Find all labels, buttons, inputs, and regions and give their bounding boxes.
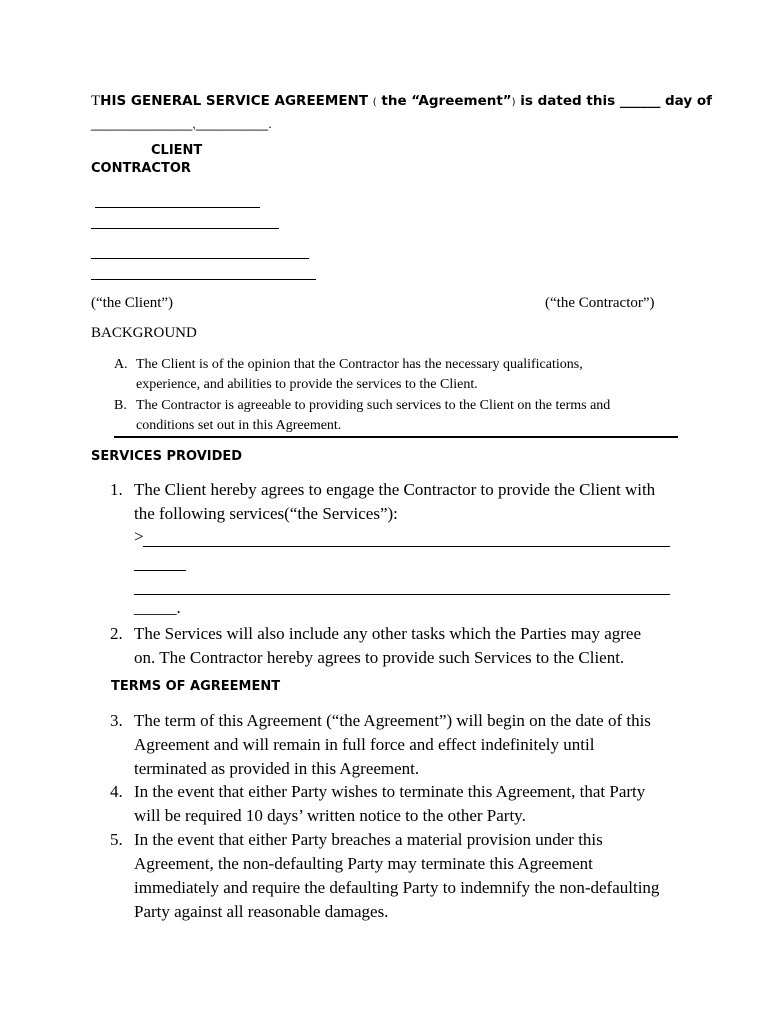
background-text: The Client is of the opinion that the Contractor has the necessary qualifications,: [136, 357, 583, 372]
services-blank-prefix: >: [134, 527, 144, 546]
services-blank-line-2: [134, 570, 186, 571]
title-close-paren: ): [511, 97, 516, 108]
item-text: Agreement, the non-defaulting Party may terminate this Agreement: [134, 854, 593, 873]
background-marker: A.: [114, 357, 128, 372]
item-number: 5.: [110, 830, 123, 849]
item-text: The Client hereby agrees to engage the Contractor to provide the Client with: [134, 480, 656, 499]
background-text: conditions set out in this Agreement.: [136, 418, 342, 433]
title-open-paren: (: [372, 97, 377, 108]
agreement-title: [91, 93, 712, 110]
item-text: the following services(“the Services”):: [134, 504, 398, 523]
item-number: 3.: [110, 711, 123, 730]
item-text: will be required 10 days’ written notice to the other Party.: [134, 806, 526, 825]
item-text: Agreement and will remain in full force and effect indefinitely until: [134, 735, 595, 754]
client-blank-line-4: [91, 279, 316, 280]
item-text: Party against all reasonable damages.: [134, 902, 389, 921]
date-line: ______________,__________.: [91, 116, 272, 131]
services-heading: SERVICES PROVIDED: [91, 449, 243, 464]
contractor-heading: CONTRACTOR: [91, 161, 191, 176]
item-number: 2.: [110, 624, 123, 643]
terms-heading: TERMS OF AGREEMENT: [111, 679, 281, 694]
contractor-label: (“the Contractor”): [545, 295, 655, 311]
client-blank-line-1: [95, 207, 260, 208]
item-number: 1.: [110, 480, 123, 499]
client-blank-line-2: [91, 228, 279, 229]
item-text: on. The Contractor hereby agrees to provide such Services to the Client.: [134, 648, 625, 667]
background-marker: B.: [114, 398, 127, 413]
section-divider: [114, 436, 678, 438]
client-label: (“the Client”): [91, 295, 174, 311]
title-first-letter: T: [91, 93, 101, 109]
title-text: HIS GENERAL SERVICE AGREEMENT: [100, 93, 369, 109]
item-text: The term of this Agreement (“the Agreement”) will begin on the date of this: [134, 711, 651, 730]
item-text: immediately and require the defaulting Party to indemnify the non-defaulting: [134, 878, 660, 897]
title-agreement-label: the “Agreement”: [381, 93, 512, 109]
services-blank-end: _____.: [134, 598, 181, 617]
item-text: In the event that either Party wishes to terminate this Agreement, that Party: [134, 782, 646, 801]
client-blank-line-3: [91, 258, 309, 259]
item-text: terminated as provided in this Agreement.: [134, 759, 420, 778]
background-heading: BACKGROUND: [91, 325, 197, 341]
services-blank-line-1: [143, 546, 670, 547]
title-dated-text: is dated this ______ day of: [520, 93, 713, 109]
background-text: The Contractor is agreeable to providing such services to the Client on the terms and: [136, 398, 611, 413]
client-heading: CLIENT: [151, 143, 203, 158]
services-blank-line-3: [134, 594, 670, 595]
item-number: 4.: [110, 782, 123, 801]
item-text: In the event that either Party breaches a material provision under this: [134, 830, 603, 849]
background-text: experience, and abilities to provide the services to the Client.: [136, 377, 478, 392]
item-text: The Services will also include any other tasks which the Parties may agree: [134, 624, 642, 643]
